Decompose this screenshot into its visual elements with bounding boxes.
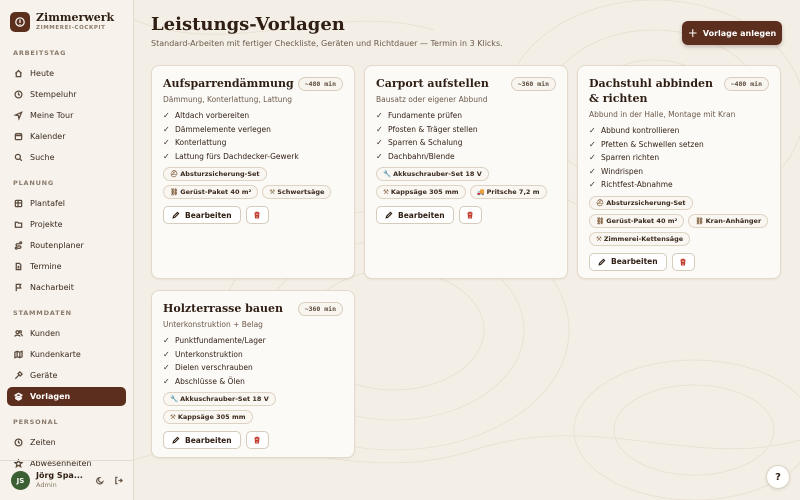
sidebar-item-kunden[interactable]: [7, 324, 126, 343]
tag-label: Gerüst-Paket 40 m²: [180, 188, 252, 196]
sidebar-item-label: Kalender: [30, 132, 66, 141]
sidebar-item-termine[interactable]: [7, 257, 126, 276]
equipment-tag: [163, 167, 267, 181]
checklist-label: Pfetten & Schwellen setzen: [601, 139, 704, 149]
trash-icon: [253, 436, 261, 444]
checklist-item: [376, 150, 556, 164]
edit-label: Bearbeiten: [185, 210, 232, 220]
add-template-button[interactable]: [682, 21, 782, 45]
trash-icon: [466, 211, 474, 219]
duration-badge: ~480 min: [298, 77, 343, 91]
page-subtitle: Standard-Arbeiten mit fertiger Checkliste, Geräten und Richtdauer — Termin in 3 Klicks.: [151, 39, 503, 48]
checklist-item: [163, 348, 343, 362]
navigation-icon: [14, 111, 23, 120]
home-icon: [14, 69, 23, 78]
edit-button[interactable]: [376, 206, 454, 224]
checklist-label: Abschlüsse & Ölen: [175, 376, 245, 386]
checklist-label: Pfosten & Träger stellen: [388, 124, 478, 134]
main-content: [134, 0, 800, 500]
tag-label: Akkuschrauber-Set 18 V: [393, 170, 482, 178]
checklist-item: [589, 151, 769, 165]
card-subtitle: Dämmung, Konterlattung, Lattung: [163, 95, 293, 104]
sidebar-item-nacharbeit[interactable]: [7, 278, 126, 297]
add-template-label: Vorlage anlegen: [702, 28, 777, 38]
search-icon: [14, 153, 23, 162]
sidebar-item-projekte[interactable]: [7, 215, 126, 234]
template-card: [577, 65, 781, 279]
folder-icon: [14, 220, 23, 229]
pencil-icon: [598, 258, 606, 266]
pencil-icon: [172, 211, 180, 219]
plus-icon: +: [687, 26, 698, 40]
pencil-icon: [172, 436, 180, 444]
sidebar: [0, 0, 134, 500]
hammer-icon: [14, 371, 23, 380]
edit-label: Bearbeiten: [185, 435, 232, 445]
sidebar-item-kalender[interactable]: [7, 127, 126, 146]
check-icon: ✓: [589, 180, 596, 190]
duration-badge: ~480 min: [724, 77, 769, 91]
sidebar-item-plantafel[interactable]: [7, 194, 126, 213]
tag-label: Gerüst-Paket 40 m²: [606, 216, 678, 225]
check-icon: ✓: [163, 363, 170, 373]
tool-icon: ⚒: [170, 413, 176, 421]
checklist-item: [589, 124, 769, 138]
wrench-icon: 🔧: [170, 395, 179, 403]
trash-icon: [253, 211, 261, 219]
user-bar: [0, 460, 133, 500]
sidebar-item-vorlagen[interactable]: [7, 387, 126, 406]
duration-badge: ~360 min: [298, 302, 343, 316]
equipment-tag: [163, 392, 276, 406]
equipment-tags: [589, 196, 769, 246]
sidebar-item-label: Vorlagen: [30, 392, 71, 401]
sidebar-item-label: Stempeluhr: [30, 90, 77, 99]
check-icon: ✓: [163, 124, 170, 134]
check-icon: ✓: [589, 153, 596, 163]
equipment-tag: [589, 214, 684, 228]
checklist-label: Dachbahn/Blende: [388, 151, 455, 161]
card-subtitle: Unterkonstruktion + Belag: [163, 320, 263, 329]
sidebar-item-kundenkarte[interactable]: [7, 345, 126, 364]
checklist-item: [163, 123, 343, 137]
clock-icon: [14, 438, 23, 447]
check-icon: ✓: [376, 124, 383, 134]
layers-icon: [14, 392, 23, 401]
document-icon: [14, 262, 23, 271]
user-name: Jörg Spa...: [36, 471, 83, 480]
tag-label: Kappsäge 305 mm: [177, 413, 246, 421]
checklist-label: Konterlattung: [175, 138, 227, 148]
tag-label: Schwertsäge: [277, 188, 325, 196]
check-icon: ✓: [163, 111, 170, 121]
check-icon: ✓: [376, 111, 383, 121]
checklist-item: [163, 109, 343, 123]
equipment-tag: [589, 232, 690, 246]
sidebar-item-label: Kundenkarte: [30, 350, 81, 359]
duration-badge: ~360 min: [511, 77, 556, 91]
check-icon: ✓: [589, 166, 596, 176]
delete-button[interactable]: [246, 431, 269, 449]
section-label-stammdaten: STAMMDATEN: [13, 309, 72, 317]
checklist-item: [163, 334, 343, 348]
equipment-tags: [163, 392, 343, 424]
brand-title: Zimmerwerk: [36, 11, 115, 24]
sidebar-item-label: Nacharbeit: [30, 283, 74, 292]
logout-icon: [114, 476, 123, 485]
equipment-tag: [376, 167, 489, 181]
equipment-tag: [470, 185, 547, 199]
check-icon: ✓: [163, 151, 170, 161]
checklist-item: [163, 150, 343, 164]
check-icon: ✓: [376, 138, 383, 148]
tag-label: Absturzsicherung-Set: [180, 170, 260, 178]
tool-icon: ⚒: [383, 188, 389, 196]
check-icon: ✓: [163, 376, 170, 386]
edit-button[interactable]: [589, 253, 667, 271]
theme-toggle-button[interactable]: [93, 474, 107, 488]
sidebar-item-zeiten[interactable]: [7, 433, 126, 452]
equipment-tag: [376, 185, 466, 199]
page-title: Leistungs-Vorlagen: [151, 14, 345, 35]
sidebar-item-label: Suche: [30, 153, 55, 162]
template-card: [151, 290, 355, 458]
sidebar-item-label: Termine: [30, 262, 62, 271]
sidebar-item-meine-tour[interactable]: [7, 106, 126, 125]
equipment-tag: [163, 185, 258, 199]
card-subtitle: Bausatz oder eigener Abbund: [376, 95, 488, 104]
sidebar-item-geraete[interactable]: [7, 366, 126, 385]
calendar-icon: [14, 132, 23, 141]
sidebar-item-heute[interactable]: [7, 64, 126, 83]
equipment-tags: [376, 167, 556, 199]
sidebar-item-label: Geräte: [30, 371, 58, 380]
checklist-item: [589, 138, 769, 152]
sidebar-item-stempeluhr[interactable]: [7, 85, 126, 104]
sidebar-item-label: Plantafel: [30, 199, 66, 208]
scaffold-icon: ⛓: [596, 216, 605, 225]
section-label-planung: PLANUNG: [13, 179, 55, 187]
checklist-label: Fundamente prüfen: [388, 111, 462, 121]
sidebar-item-label: Projekte: [30, 220, 63, 229]
truck-icon: 🚚: [476, 188, 485, 196]
section-label-arbeitstag: ARBEITSTAG: [13, 49, 67, 57]
edit-button[interactable]: [163, 431, 241, 449]
tag-label: Pritsche 7,2 m: [486, 188, 540, 196]
checklist-item: [589, 178, 769, 192]
checklist-label: Dielen verschrauben: [175, 363, 253, 373]
card-title: Dachstuhl abbinden & richten: [589, 77, 714, 105]
checklist-label: Dämmelemente verlegen: [175, 124, 271, 134]
card-title: Carport aufstellen: [376, 77, 489, 90]
sidebar-item-label: Zeiten: [30, 438, 56, 447]
tag-label: Akkuschrauber-Set 18 V: [180, 395, 269, 403]
equipment-tag: [589, 196, 693, 210]
card-title: Aufsparrendämmung: [163, 77, 294, 90]
equipment-tag: [262, 185, 331, 199]
checklist-label: Windrispen: [601, 166, 644, 176]
tag-label: Absturzsicherung-Set: [606, 198, 686, 207]
user-role: Admin: [36, 481, 57, 489]
trash-icon: [679, 258, 687, 266]
checklist-item: [163, 375, 343, 389]
card-subtitle: Abbund in der Halle, Montage mit Kran: [589, 110, 736, 119]
checklist-label: Lattung fürs Dachdecker-Gewerk: [175, 151, 299, 161]
helmet-icon: ⛑: [596, 198, 605, 207]
checklist-label: Unterkonstruktion: [175, 349, 243, 359]
sidebar-item-label: Routenplaner: [30, 241, 84, 250]
equipment-tag: [688, 214, 768, 228]
tag-label: Kappsäge 305 mm: [390, 188, 459, 196]
checklist-item: [376, 136, 556, 150]
tag-label: Kran-Anhänger: [705, 216, 762, 225]
template-card: [151, 65, 355, 279]
checklist-item: [163, 361, 343, 375]
avatar[interactable]: JS: [11, 471, 30, 490]
delete-button[interactable]: [672, 253, 695, 271]
delete-button[interactable]: [246, 206, 269, 224]
check-icon: ✓: [589, 126, 596, 136]
users-icon: [14, 329, 23, 338]
check-icon: ✓: [163, 336, 170, 346]
clock-icon: [14, 90, 23, 99]
checklist-item: [376, 109, 556, 123]
section-label-personal: PERSONAL: [13, 418, 59, 426]
tool-icon: ⚒: [269, 188, 276, 196]
sidebar-item-label: Abwesenheiten: [30, 459, 92, 468]
checklist-label: Sparren richten: [601, 153, 660, 163]
sidebar-item-routenplaner[interactable]: [7, 236, 126, 255]
edit-label: Bearbeiten: [398, 210, 445, 220]
sidebar-item-suche[interactable]: [7, 148, 126, 167]
route-icon: [14, 241, 23, 250]
delete-button[interactable]: [459, 206, 482, 224]
brand-subtitle: ZIMMEREI-COCKPIT: [36, 25, 106, 31]
brand[interactable]: [0, 0, 133, 34]
flag-icon: [14, 283, 23, 292]
card-title: Holzterrasse bauen: [163, 302, 283, 315]
wrench-icon: 🔧: [383, 170, 392, 178]
tool-icon: ⚒: [596, 234, 602, 243]
equipment-tag: [163, 410, 253, 424]
sidebar-item-label: Kunden: [30, 329, 61, 338]
helmet-icon: ⛑: [170, 170, 179, 178]
help-button[interactable]: ?: [766, 465, 790, 489]
brand-logo-icon: [10, 12, 30, 32]
checklist-label: Punktfundamente/Lager: [175, 336, 266, 346]
edit-label: Bearbeiten: [611, 257, 658, 266]
sidebar-item-label: Meine Tour: [30, 111, 74, 120]
sidebar-item-label: Heute: [30, 69, 55, 78]
checklist-label: Abbund kontrollieren: [601, 126, 680, 136]
checklist-label: Richtfest-Abnahme: [601, 180, 673, 190]
logout-button[interactable]: [111, 474, 125, 488]
grid-icon: [14, 199, 23, 208]
checklist-label: Sparren & Schalung: [388, 138, 463, 148]
pencil-icon: [385, 211, 393, 219]
check-icon: ✓: [589, 139, 596, 149]
edit-button[interactable]: [163, 206, 241, 224]
checklist-item: [376, 123, 556, 137]
template-card: [364, 65, 568, 279]
check-icon: ✓: [376, 151, 383, 161]
crane-icon: ⛓: [695, 216, 704, 225]
moon-icon: [96, 476, 105, 485]
checklist-item: [163, 136, 343, 150]
scaffold-icon: ⛓: [170, 188, 179, 196]
equipment-tags: [163, 167, 343, 199]
checklist-label: Altdach vorbereiten: [175, 111, 250, 121]
checklist-item: [589, 165, 769, 179]
tag-label: Zimmerei-Kettensäge: [603, 234, 684, 243]
check-icon: ✓: [163, 349, 170, 359]
map-icon: [14, 350, 23, 359]
check-icon: ✓: [163, 138, 170, 148]
